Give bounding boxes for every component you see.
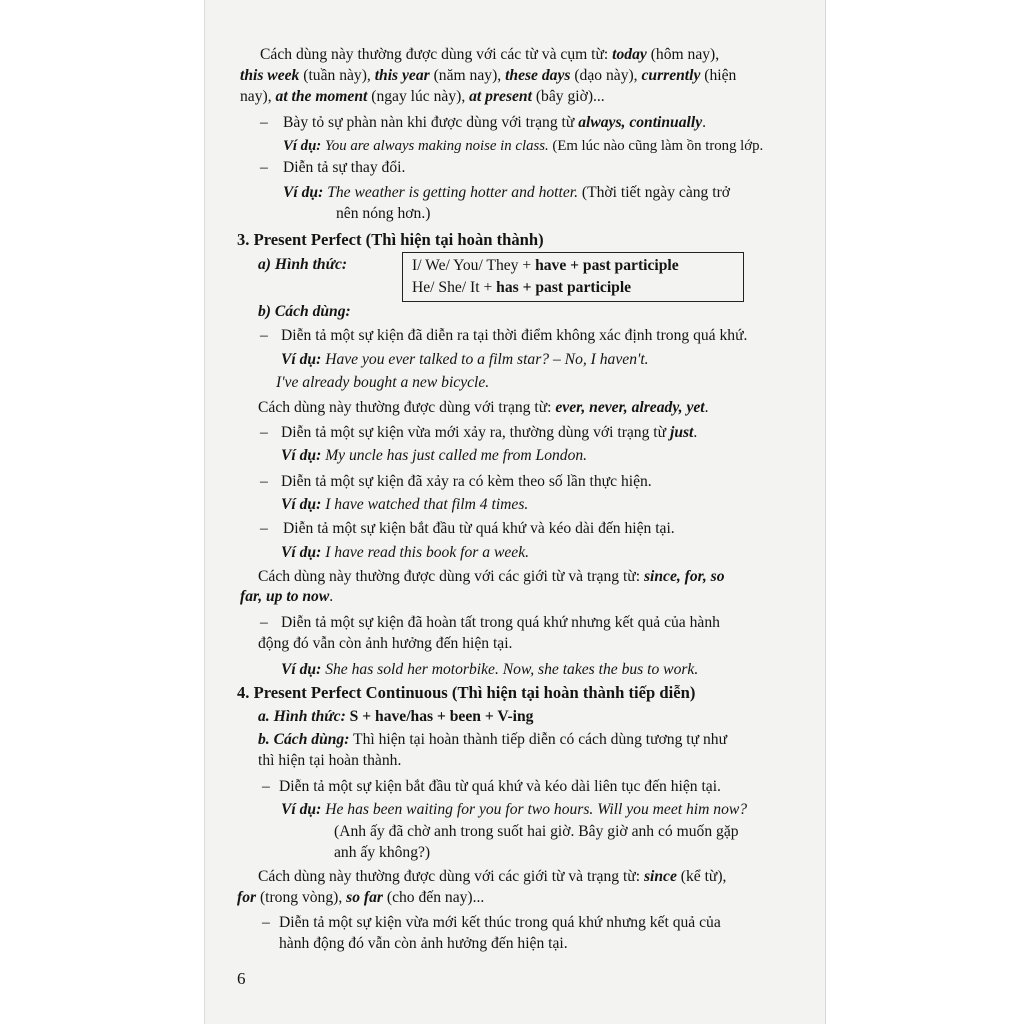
form-label: a) Hình thức:: [258, 256, 348, 273]
keyword: these days: [505, 67, 571, 84]
keyword: ever, never, already, yet: [555, 399, 705, 416]
example-label: Ví dụ:: [281, 351, 322, 368]
text: (năm nay),: [429, 67, 506, 84]
example-text: The weather is getting hotter and hotter.: [323, 184, 578, 201]
s3-prepositions-cont: [240, 587, 333, 607]
text: (hiện: [700, 67, 737, 84]
keyword: for: [237, 889, 257, 906]
bullet-dash: –: [262, 778, 270, 795]
text: Diễn tả một sự kiện vừa mới xảy ra, thường dùng với trạng từ: [281, 424, 670, 441]
formula-line-2: [412, 278, 631, 298]
use-label: b. Cách dùng:: [258, 731, 350, 748]
s4-translation-1b: anh ấy không?): [334, 844, 431, 861]
example-text: My uncle has just called me from London.: [321, 447, 588, 464]
s4-prepositions: [258, 867, 726, 887]
section-3-heading: 3. Present Perfect (Thì hiện tại hoàn thành): [237, 230, 544, 249]
s3-use-3: Diễn tả một sự kiện đã xảy ra có kèm theo số lần thực hiện.: [281, 473, 652, 490]
bullet-dash: –: [260, 159, 268, 176]
form-label: a. Hình thức:: [258, 708, 346, 725]
example-text: I have watched that film 4 times.: [321, 496, 529, 513]
s3-prepositions: [258, 567, 725, 587]
text: (trong vòng),: [256, 889, 347, 906]
example-label: Ví dụ:: [281, 801, 322, 818]
s4-use-intro-cont: thì hiện tại hoàn thành.: [258, 752, 402, 769]
s4-use-2: Diễn tả một sự kiện vừa mới kết thúc trong quá khứ nhưng kết quả của: [279, 914, 721, 931]
s3-example-3: [281, 495, 528, 515]
s4-prepositions-cont: [237, 888, 484, 908]
keyword: has + past participle: [496, 279, 632, 296]
section-4-heading: 4. Present Perfect Continuous (Thì hiện tại hoàn thành tiếp diễn): [237, 683, 696, 702]
text: (dạo này),: [570, 67, 642, 84]
s4-form: [258, 707, 533, 727]
bullet-complain: [283, 113, 706, 133]
example-label: Ví dụ:: [281, 661, 322, 678]
s4-use-intro: [258, 730, 727, 750]
formula-box: [402, 252, 744, 302]
s3-example-4: [281, 543, 529, 563]
text: Cách dùng này thường được dùng với các giới từ và trạng từ:: [258, 868, 644, 885]
example-change: [283, 183, 730, 203]
text: I/ We/ You/ They +: [412, 257, 536, 274]
s3-example-5: [281, 660, 698, 680]
intro-line-1: [260, 45, 719, 65]
keyword: just: [669, 424, 694, 441]
keyword: have + past participle: [535, 257, 679, 274]
keyword: since, for, so: [643, 568, 725, 585]
keyword: today: [612, 46, 647, 63]
text: Cách dùng này thường được dùng với trạng từ:: [258, 399, 556, 416]
intro-line-2: [240, 66, 736, 86]
bullet-dash: –: [260, 520, 268, 537]
s3-use-1: Diễn tả một sự kiện đã diễn ra tại thời điểm không xác định trong quá khứ.: [281, 327, 748, 344]
text: (hôm nay),: [646, 46, 720, 63]
example-text: He has been waiting for you for two hours. Will you meet him now?: [321, 801, 748, 818]
example-text: I have read this book for a week.: [321, 544, 530, 561]
s3-use-5: Diễn tả một sự kiện đã hoàn tất trong quá khứ nhưng kết quả của hành: [281, 614, 720, 631]
s4-use-1: Diễn tả một sự kiện bắt đầu từ quá khứ và kéo dài liên tục đến hiện tại.: [279, 778, 721, 795]
s3-example-1b: I've already bought a new bicycle.: [276, 374, 490, 391]
translation: (Thời tiết ngày càng trở: [577, 184, 731, 201]
text: (tuần này),: [299, 67, 375, 84]
keyword: this year: [374, 67, 430, 84]
example-label: Ví dụ:: [283, 184, 324, 201]
s3-use-4: Diễn tả một sự kiện bắt đầu từ quá khứ và kéo dài đến hiện tại.: [283, 520, 675, 537]
formula-line-1: [412, 256, 679, 276]
text: (cho đến nay)...: [382, 889, 485, 906]
text: .: [693, 424, 698, 441]
example-text: You are always making noise in class.: [321, 138, 549, 154]
intro-line-3: [240, 87, 605, 107]
s3-adverbs: [258, 398, 709, 418]
keyword: currently: [641, 67, 701, 84]
example-text: She has sold her motorbike. Now, she takes the bus to work.: [321, 661, 699, 678]
text: (kể từ),: [676, 868, 727, 885]
text: .: [329, 588, 334, 605]
translation: (Em lúc nào cũng làm ồn trong lớp.: [548, 138, 764, 154]
s4-example-1: [281, 800, 747, 820]
example-label: Ví dụ:: [281, 496, 322, 513]
keyword: since: [643, 868, 677, 885]
s4-translation-1: (Anh ấy đã chờ anh trong suốt hai giờ. Bây giờ anh có muốn gặp: [334, 823, 739, 840]
example-complain: [283, 136, 763, 156]
bullet-change: Diễn tả sự thay đổi.: [283, 159, 406, 176]
bullet-dash: –: [260, 424, 268, 441]
keyword: so far: [346, 889, 383, 906]
bullet-dash: –: [260, 327, 268, 344]
formula: S + have/has + been + V-ing: [345, 708, 534, 725]
s3-use-2: [281, 423, 697, 443]
text: Bày tỏ sự phàn nàn khi được dùng với trạng từ: [283, 114, 579, 131]
bullet-dash: –: [260, 614, 268, 631]
page-number: 6: [237, 969, 246, 988]
s3-example-2: [281, 446, 587, 466]
use-label: b) Cách dùng:: [258, 303, 351, 320]
keyword: always, continually: [578, 114, 703, 131]
s3-example-1: [281, 350, 649, 370]
example-text: Have you ever talked to a film star? – No, I haven't.: [321, 351, 649, 368]
bullet-dash: –: [260, 473, 268, 490]
keyword: at the moment: [275, 88, 368, 105]
s3-use-5-cont: động đó vẫn còn ảnh hưởng đến hiện tại.: [258, 635, 513, 652]
text: Cách dùng này thường được dùng với các từ và cụm từ:: [260, 46, 613, 63]
bullet-dash: –: [260, 114, 268, 131]
keyword: far, up to now: [240, 588, 330, 605]
keyword: this week: [240, 67, 300, 84]
text: nay),: [240, 88, 276, 105]
text: He/ She/ It +: [412, 279, 497, 296]
example-label: Ví dụ:: [281, 544, 322, 561]
keyword: at present: [469, 88, 532, 105]
bullet-dash: –: [262, 914, 270, 931]
text: .: [702, 114, 707, 131]
example-label: Ví dụ:: [281, 447, 322, 464]
text: Thì hiện tại hoàn thành tiếp diễn có cách dùng tương tự như: [349, 731, 728, 748]
text: (bây giờ)...: [531, 88, 605, 105]
example-change-cont: nên nóng hơn.): [336, 205, 431, 222]
text: Cách dùng này thường được dùng với các giới từ và trạng từ:: [258, 568, 644, 585]
example-label: Ví dụ:: [283, 138, 322, 154]
text: (ngay lúc này),: [367, 88, 470, 105]
s4-use-2-cont: hành động đó vẫn còn ảnh hưởng đến hiện tại.: [279, 935, 568, 952]
text: .: [704, 399, 709, 416]
